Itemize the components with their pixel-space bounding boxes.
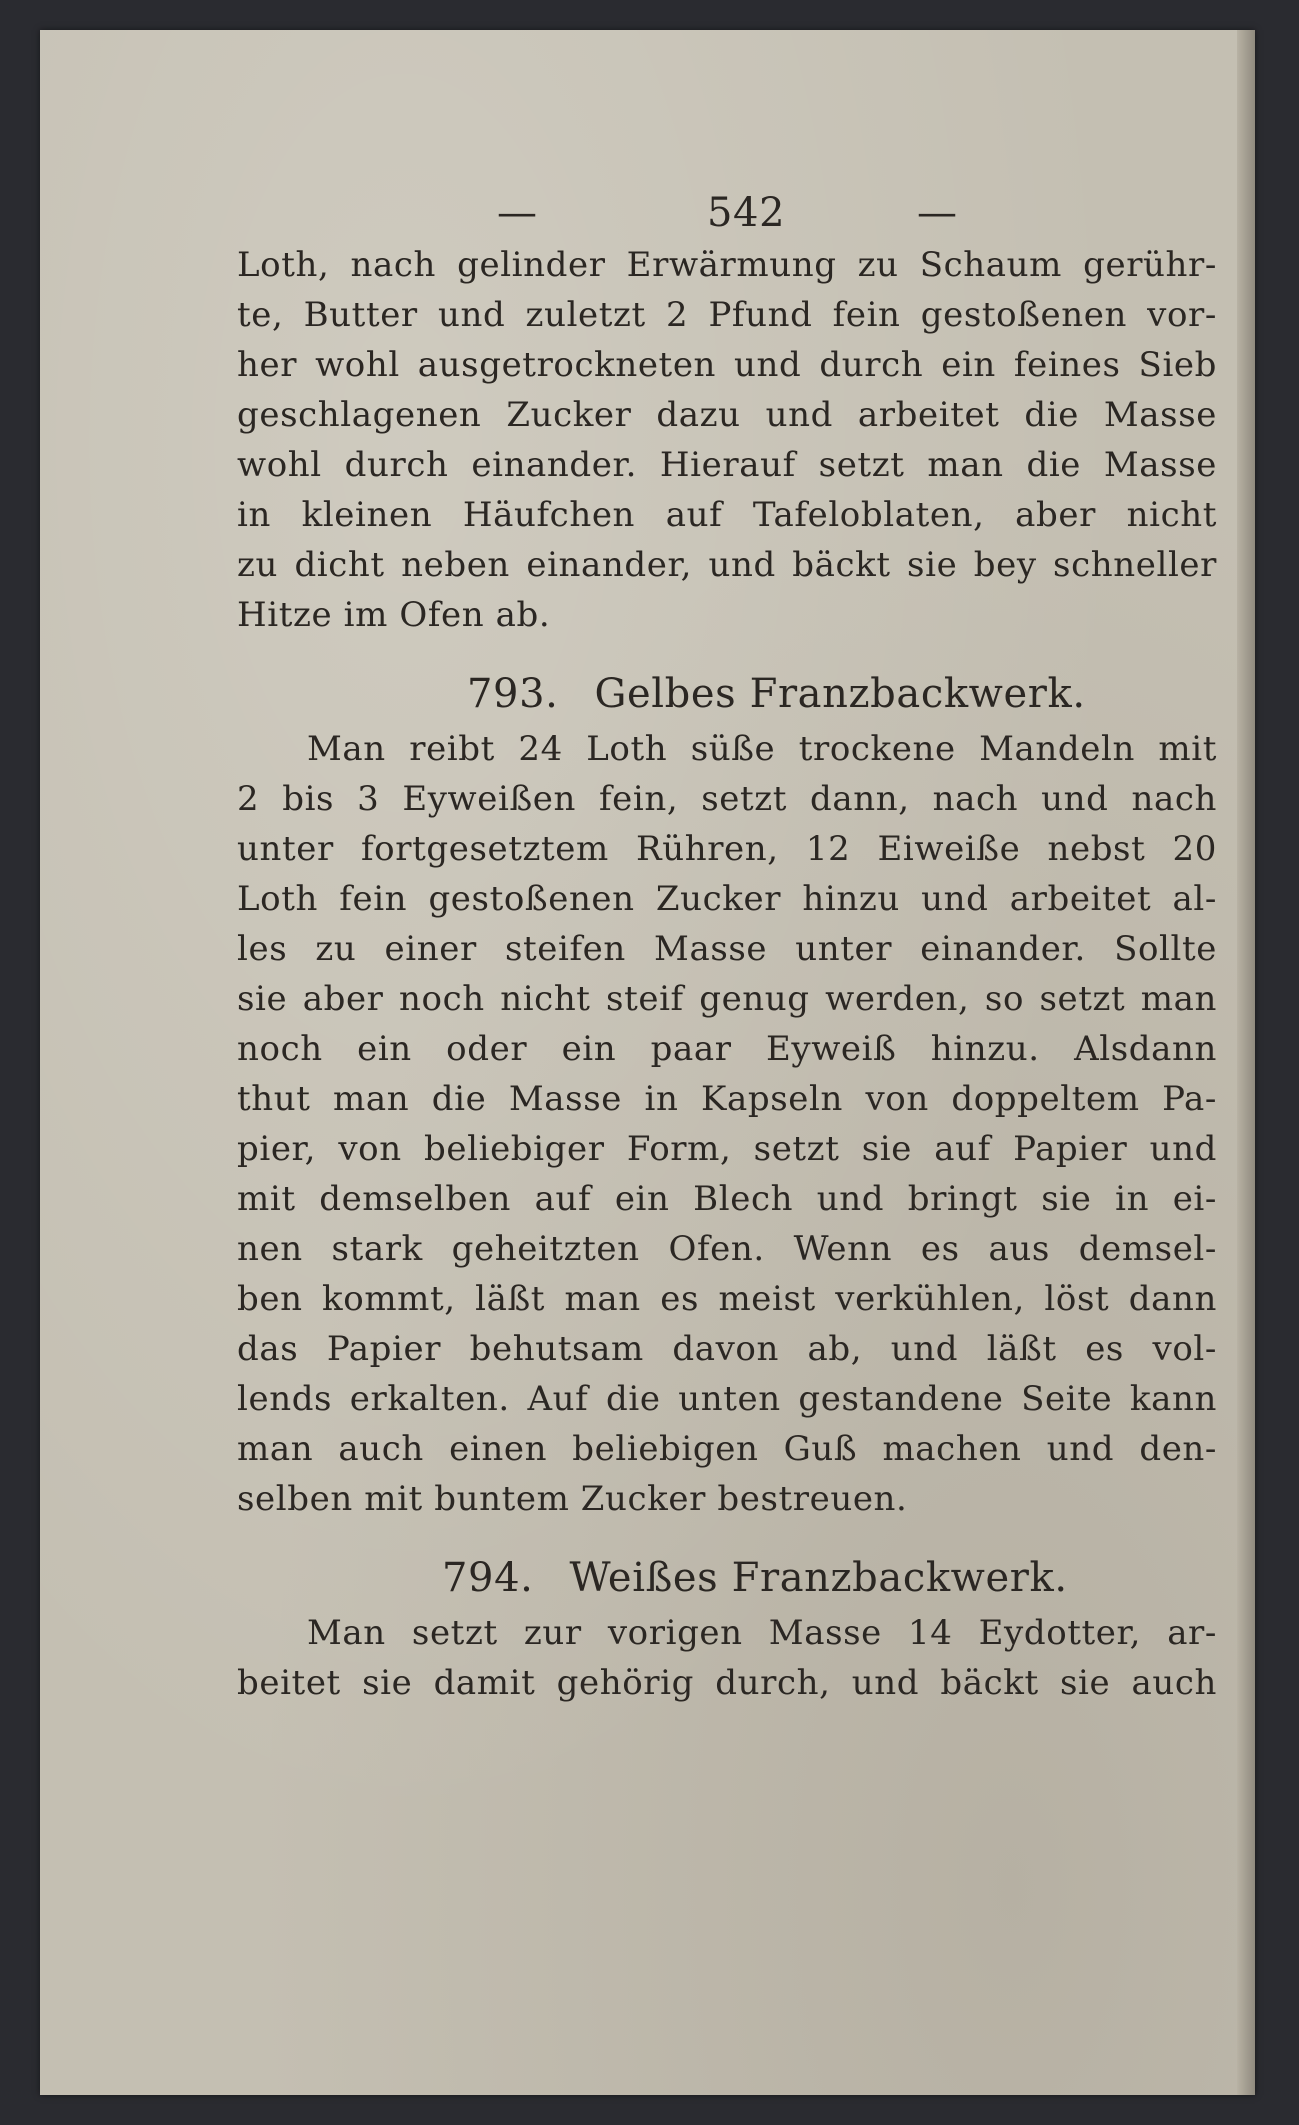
text-line: te, Butter und zuletzt 2 Pfund fein gestoßenen vor- [237,295,1217,335]
page-header [237,190,1217,240]
text-line: wohl durch einander. Hierauf setzt man die Masse [237,445,1217,485]
text-line: geschlagenen Zucker dazu und arbeitet die Masse [237,395,1217,435]
recipe-793-paragraph [237,724,1217,1524]
text-line: zu dicht neben einander, und bäckt sie bey schneller [237,545,1217,585]
text-block [237,190,1217,1708]
text-line: lends erkalten. Auf die unten gestandene Seite kann [237,1379,1217,1419]
text-line: Man reibt 24 Loth süße trockene Mandeln mit [307,729,1217,769]
recipe-794-paragraph [237,1608,1217,1708]
recipe-793-heading [237,664,1217,724]
header-dash-left: — [497,190,538,236]
text-line: unter fortgesetztem Rühren, 12 Eiweiße nebst 20 [237,829,1217,869]
text-line: noch ein oder ein paar Eyweiß hinzu. Alsdann [237,1029,1217,1069]
text-line: Hitze im Ofen ab. [237,595,551,635]
recipe-number: 794. [442,1555,534,1601]
text-line: Loth, nach gelinder Erwärmung zu Schaum gerühr- [237,245,1217,285]
text-line: sie aber noch nicht steif genug werden, so setzt man [237,979,1217,1019]
text-line: man auch einen beliebigen Guß machen und den- [237,1429,1217,1469]
text-line: Man setzt zur vorigen Masse 14 Eydotter, ar- [307,1613,1217,1653]
text-line: beitet sie damit gehörig durch, und bäckt sie auch [237,1663,1217,1703]
book-page [40,30,1255,2095]
text-line: her wohl ausgetrockneten und durch ein feines Sieb [237,345,1217,385]
text-line: 2 bis 3 Eyweißen fein, setzt dann, nach und nach [237,779,1217,819]
text-line: nen stark geheitzten Ofen. Wenn es aus demsel- [237,1229,1217,1269]
recipe-number: 793. [467,671,559,717]
page-number: 542 [707,190,786,236]
text-line: pier, von beliebiger Form, setzt sie auf Papier und [237,1129,1217,1169]
recipe-title: Weißes Franzbackwerk. [569,1555,1068,1601]
text-line: ben kommt, läßt man es meist verkühlen, löst dann [237,1279,1217,1319]
text-line: selben mit buntem Zucker bestreuen. [237,1479,908,1519]
continuation-paragraph [237,240,1217,640]
text-line: thut man die Masse in Kapseln von doppeltem Pa- [237,1079,1217,1119]
header-dash-right: — [917,190,958,236]
page-edge [1237,30,1255,2095]
recipe-title: Gelbes Franzbackwerk. [594,671,1086,717]
text-line: in kleinen Häufchen auf Tafeloblaten, aber nicht [237,495,1217,535]
text-line: mit demselben auf ein Blech und bringt sie in ei- [237,1179,1217,1219]
recipe-794-heading [237,1548,1217,1608]
text-line: Loth fein gestoßenen Zucker hinzu und arbeitet al- [237,879,1217,919]
text-line: das Papier behutsam davon ab, und läßt es vol- [237,1329,1217,1369]
text-line: les zu einer steifen Masse unter einander. Sollte [237,929,1217,969]
